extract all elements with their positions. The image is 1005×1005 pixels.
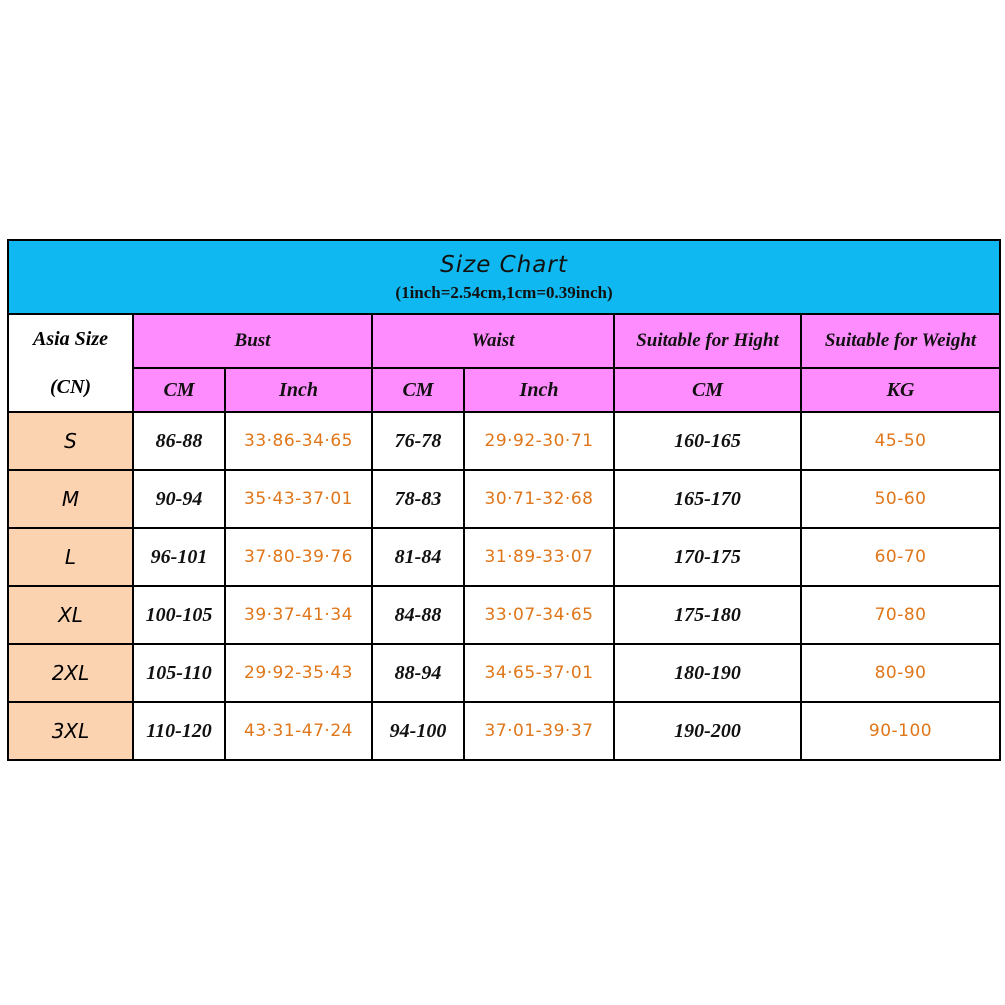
weight-kg-value: 70-80: [801, 586, 1000, 644]
weight-kg-value: 45-50: [801, 412, 1000, 470]
height-cm-value: 180-190: [614, 644, 801, 702]
waist-inch-value: 30·71-32·68: [464, 470, 614, 528]
height-cm-value: 170-175: [614, 528, 801, 586]
table-row: [8, 528, 1000, 586]
waist-cm-value: 76-78: [372, 412, 464, 470]
waist-inch-value: 33·07-34·65: [464, 586, 614, 644]
height-cm-value: 175-180: [614, 586, 801, 644]
bust-cm-value: 90-94: [133, 470, 225, 528]
bust-header: Bust: [133, 314, 372, 368]
bust-cm-value: 86-88: [133, 412, 225, 470]
size-chart-table: [7, 239, 1001, 761]
title-banner: [8, 240, 1000, 314]
height-header: Suitable for Hight: [614, 314, 801, 368]
waist-cm-value: 81-84: [372, 528, 464, 586]
height-cm-value: 190-200: [614, 702, 801, 760]
weight-kg-value: 50-60: [801, 470, 1000, 528]
bust-inch-value: 33·86-34·65: [225, 412, 372, 470]
asia-size-cn-label: (CN): [49, 376, 92, 398]
table-row: [8, 470, 1000, 528]
size-label: S: [8, 412, 133, 470]
waist-inch-header: Inch: [464, 368, 614, 412]
table-row: [8, 644, 1000, 702]
size-label: 3XL: [8, 702, 133, 760]
height-cm-value: 160-165: [614, 412, 801, 470]
weight-kg-value: 60-70: [801, 528, 1000, 586]
size-label: L: [8, 528, 133, 586]
chart-subtitle: (1inch=2.54cm,1cm=0.39inch): [395, 283, 613, 302]
waist-cm-value: 84-88: [372, 586, 464, 644]
bust-cm-value: 110-120: [133, 702, 225, 760]
table-row: [8, 702, 1000, 760]
waist-inch-value: 37·01-39·37: [464, 702, 614, 760]
bust-cm-value: 96-101: [133, 528, 225, 586]
bust-inch-value: 43·31-47·24: [225, 702, 372, 760]
asia-size-label: Asia Size: [32, 328, 109, 350]
bust-inch-value: 35·43-37·01: [225, 470, 372, 528]
size-label: M: [8, 470, 133, 528]
weight-kg-value: 80-90: [801, 644, 1000, 702]
table-row: [8, 412, 1000, 470]
bust-inch-value: 37·80-39·76: [225, 528, 372, 586]
size-label: XL: [8, 586, 133, 644]
waist-inch-value: 29·92-30·71: [464, 412, 614, 470]
bust-inch-value: 39·37-41·34: [225, 586, 372, 644]
waist-cm-value: 88-94: [372, 644, 464, 702]
asia-size-header: [8, 314, 133, 412]
bust-cm-header: CM: [133, 368, 225, 412]
weight-kg-header: KG: [801, 368, 1000, 412]
weight-kg-value: 90-100: [801, 702, 1000, 760]
chart-title: Size Chart: [440, 252, 568, 278]
bust-cm-value: 105-110: [133, 644, 225, 702]
table-row: [8, 586, 1000, 644]
waist-cm-value: 78-83: [372, 470, 464, 528]
waist-cm-value: 94-100: [372, 702, 464, 760]
height-cm-value: 165-170: [614, 470, 801, 528]
bust-inch-value: 29·92-35·43: [225, 644, 372, 702]
waist-inch-value: 34·65-37·01: [464, 644, 614, 702]
waist-inch-value: 31·89-33·07: [464, 528, 614, 586]
weight-header: Suitable for Weight: [801, 314, 1000, 368]
size-label: 2XL: [8, 644, 133, 702]
bust-cm-value: 100-105: [133, 586, 225, 644]
waist-cm-header: CM: [372, 368, 464, 412]
bust-inch-header: Inch: [225, 368, 372, 412]
waist-header: Waist: [372, 314, 614, 368]
height-cm-header: CM: [614, 368, 801, 412]
